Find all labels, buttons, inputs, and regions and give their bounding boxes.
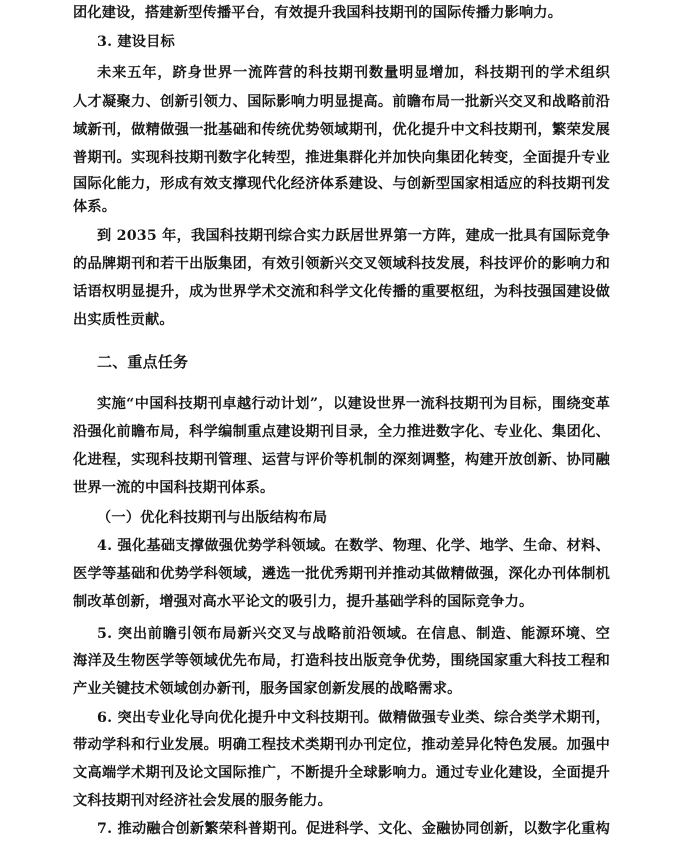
text-line: 体系。 xyxy=(73,199,117,215)
text-line: 制改革创新，增强对高水平论文的吸引力，提升基础学科的国际竞争力。 xyxy=(73,594,534,610)
text-line: 7. 推动融合创新繁荣科普期刊。促进科学、文化、金融协同创新，以数字化重构 xyxy=(97,821,610,837)
text-line: 3. 建设目标 xyxy=(97,34,175,50)
text-line: 世界一流的中国科技期刊体系。 xyxy=(73,480,275,496)
text-line: 出实质性贡献。 xyxy=(73,312,174,328)
text-line: 普期刊。实现科技期刊数字化转型，推进集群化并加快向集团化转变，全面提升专业 xyxy=(73,150,610,166)
text-line: 化进程，实现科技期刊管理、运营与评价等机制的深刻调整，构建开放创新、协同融 xyxy=(73,452,610,468)
text-line: 话语权明显提升，成为世界学术交流和科学文化传播的重要枢纽，为科技强国建设做 xyxy=(73,284,610,300)
text-line: 带动学科和行业发展。明确工程技术类期刊办刊定位，推动差异化特色发展。加强中 xyxy=(73,737,610,753)
text-line: 产业关键技术领域创办新刊，服务国家创新发展的战略需求。 xyxy=(73,681,462,697)
section-heading: 二、重点任务 xyxy=(97,353,189,371)
text-line: 团化建设，搭建新型传播平台，有效提升我国科技期刊的国际传播力影响力。 xyxy=(73,5,563,21)
text-line: 域新刊，做精做强一批基础和传统优势领域期刊，优化提升中文科技期刊，繁荣发展 xyxy=(73,122,610,138)
text-line: 到 2035 年，我国科技期刊综合实力跃居世界第一方阵，建成一批具有国际竞争 xyxy=(97,228,610,244)
text-line: 文高端学术期刊及论文国际推广，不断提升全球影响力。通过专业化建设，全面提升 xyxy=(73,765,610,781)
text-line: （一）优化科技期刊与出版结构布局 xyxy=(97,510,328,526)
text-line: 海洋及生物医学等领域优先布局，打造科技出版竞争优势，围绕国家重大科技工程和 xyxy=(73,653,610,669)
text-line: 国际化能力，形成有效支撑现代化经济体系建设、与创新型国家相适应的科技期刊发 xyxy=(73,176,610,192)
text-line: 的品牌期刊和若干出版集团，有效引领新兴交叉领域科技发展，科技评价的影响力和 xyxy=(73,256,610,272)
text-line: 实施“中国科技期刊卓越行动计划”，以建设世界一流科技期刊为目标，围绕变革 xyxy=(97,396,610,412)
text-line: 5. 突出前瞻引领布局新兴交叉与战略前沿领域。在信息、制造、能源环境、空 xyxy=(97,626,610,642)
text-line: 人才凝聚力、创新引领力、国际影响力明显提高。前瞻布局一批新兴交叉和战略前沿 xyxy=(73,94,610,110)
text-line: 文科技期刊对经济社会发展的服务能力。 xyxy=(73,793,332,809)
text-line: 沿强化前瞻布局，科学编制重点建设期刊目录，全力推进数字化、专业化、集团化、 xyxy=(73,424,610,440)
text-line: 4. 强化基础支撑做强优势学科领域。在数学、物理、化学、地学、生命、材料、 xyxy=(97,538,610,554)
text-line: 医学等基础和优势学科领域，遴选一批优秀期刊并推动其做精做强，深化办刊体制机 xyxy=(73,566,610,582)
text-line: 6. 突出专业化导向优化提升中文科技期刊。做精做强专业类、综合类学术期刊， xyxy=(97,710,610,726)
text-line: 未来五年，跻身世界一流阵营的科技期刊数量明显增加，科技期刊的学术组织 xyxy=(97,65,610,81)
